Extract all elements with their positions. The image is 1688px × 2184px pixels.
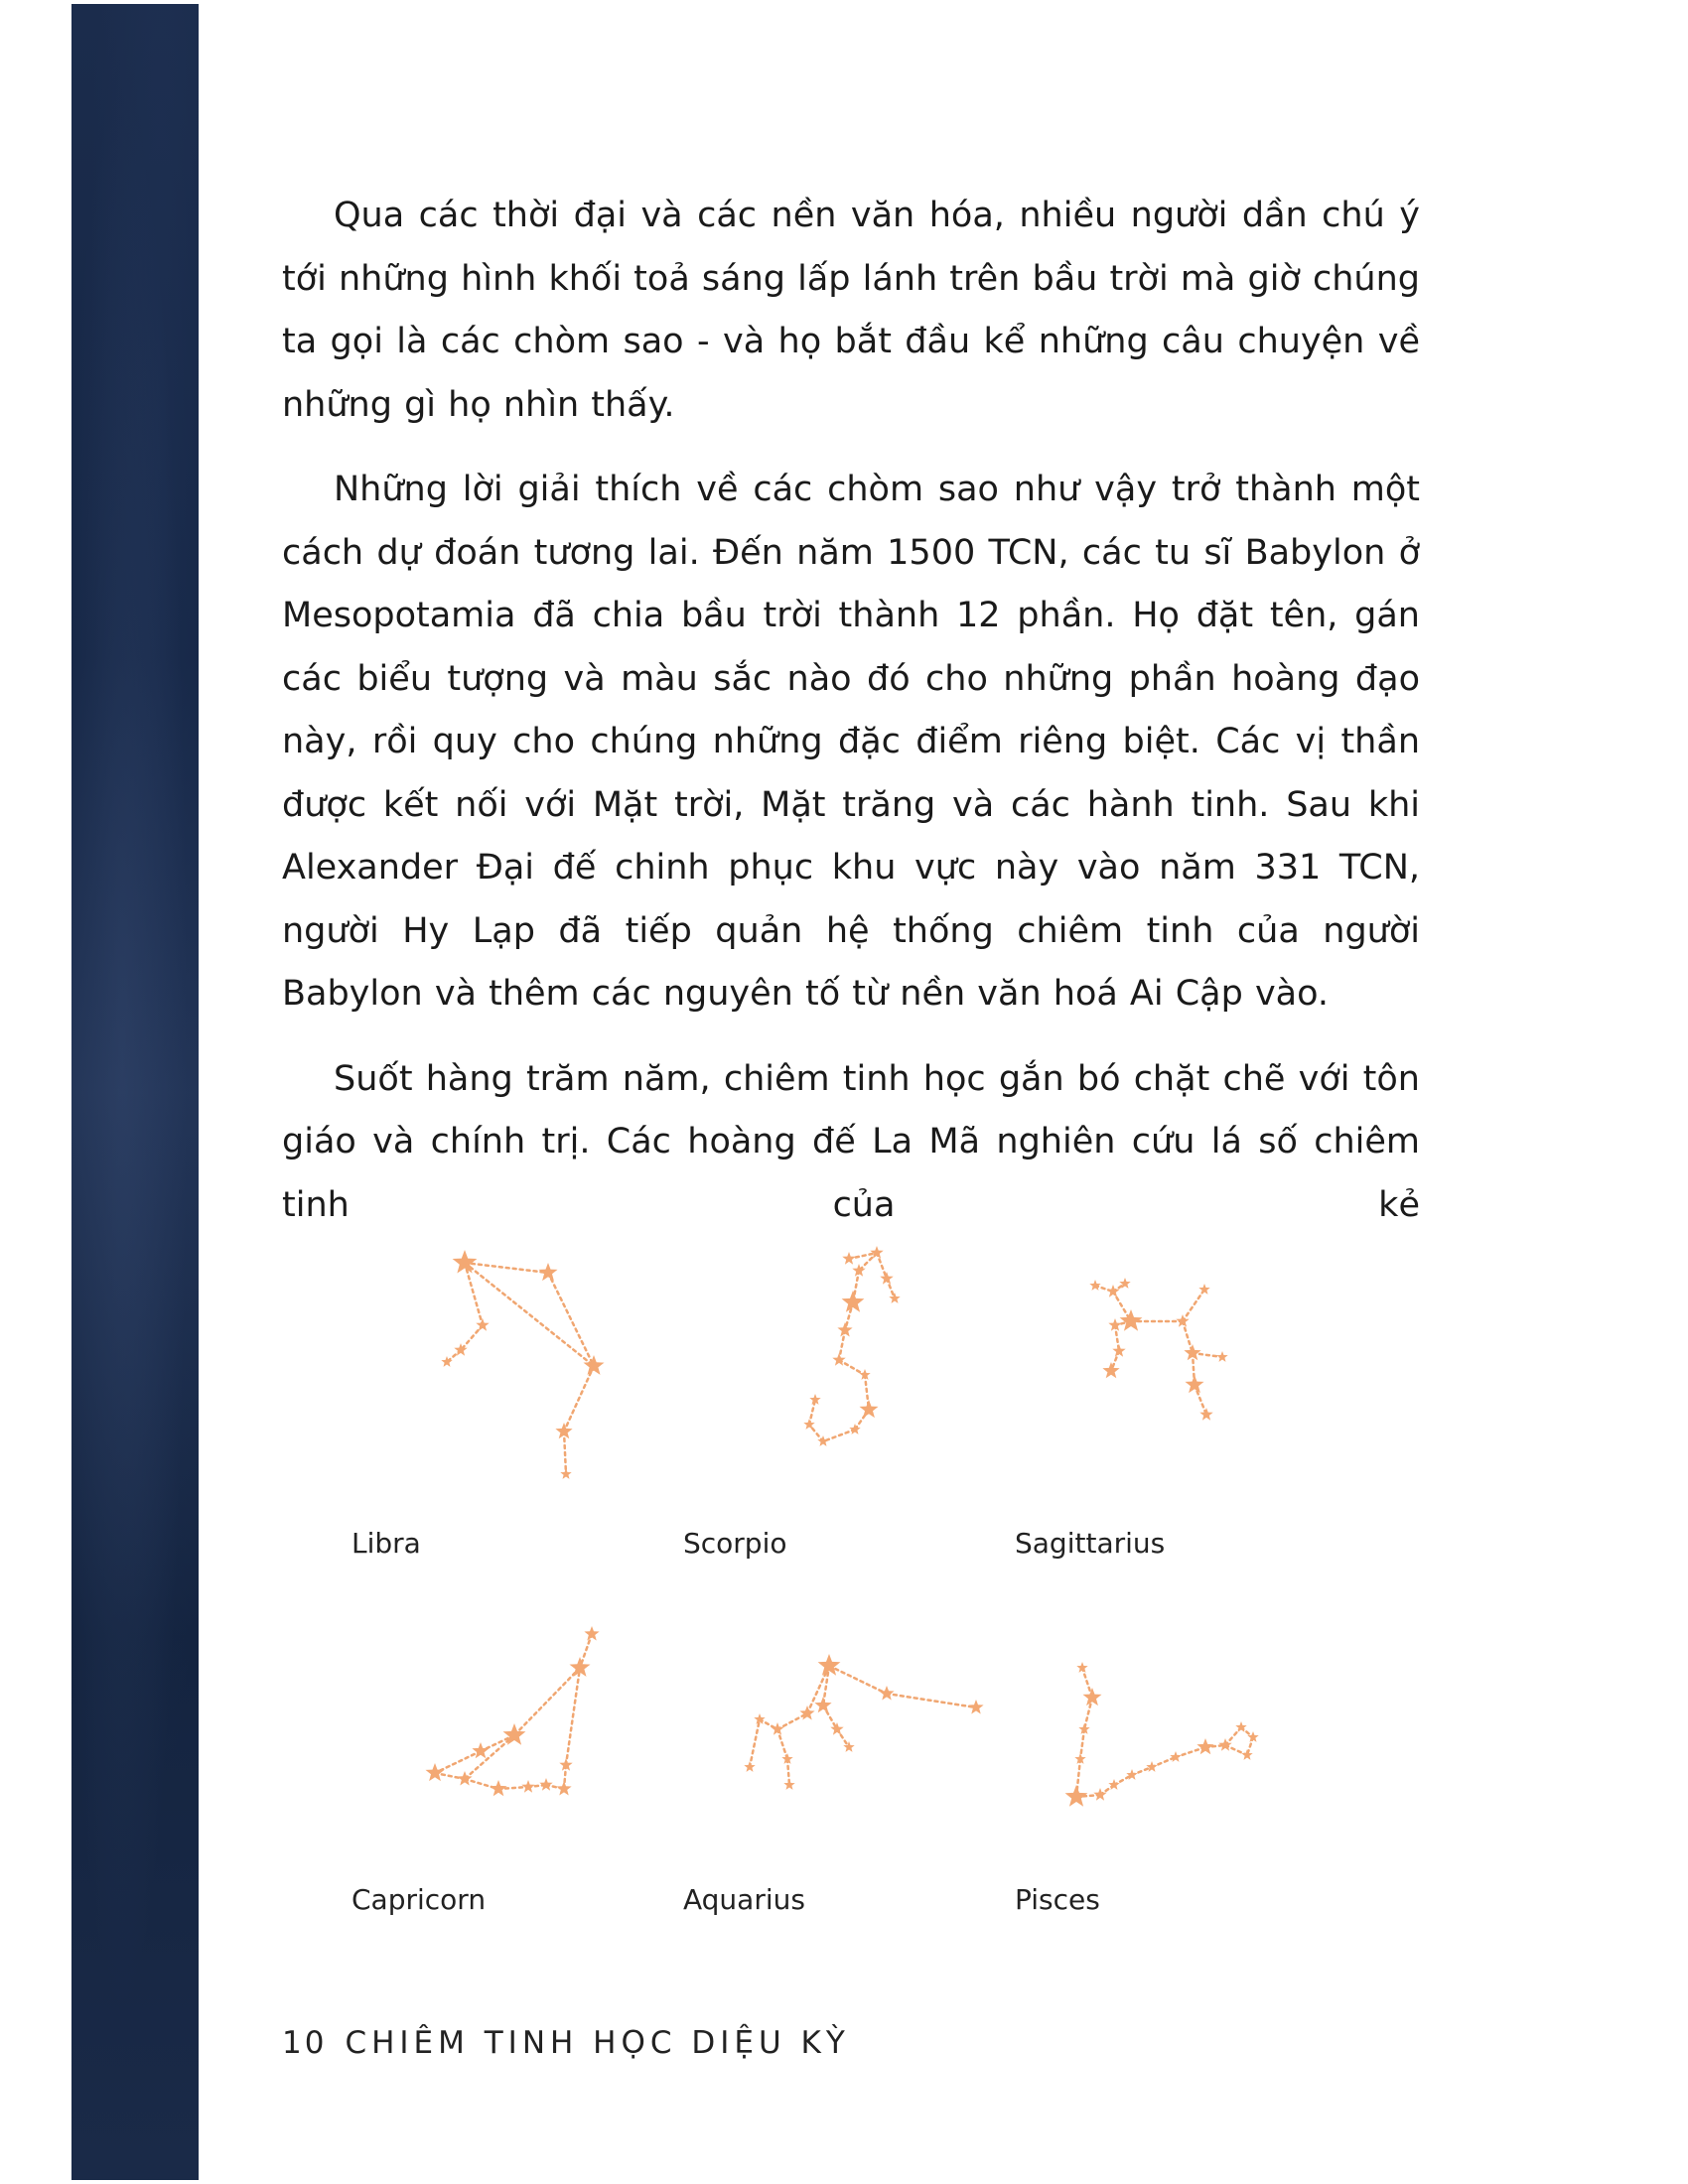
- star-icon: [1199, 1408, 1212, 1421]
- book-title: CHIÊM TINH HỌC DIỆU KỲ: [345, 2025, 850, 2061]
- star-icon: [842, 1252, 855, 1265]
- aquarius-label: Aquarius: [683, 1883, 805, 1916]
- star-icon: [1184, 1344, 1200, 1360]
- star-icon: [556, 1781, 571, 1796]
- constellation-line: [839, 1360, 865, 1375]
- star-icon: [426, 1763, 445, 1781]
- page-footer: [282, 2025, 850, 2061]
- constellation-line: [465, 1263, 483, 1325]
- star-icon: [1216, 1351, 1227, 1362]
- paragraph-3: Suốt hàng trăm năm, chiêm tinh học gắn bó chặt chẽ với tôn giáo và chính trị. Các hoàng đế La Mã nghiên cứu lá số chiêm tinh của kẻ: [282, 1058, 1420, 1225]
- sagittarius-constellation: [1077, 1266, 1286, 1479]
- star-icon: [879, 1686, 894, 1701]
- constellation-line: [564, 1366, 594, 1432]
- star-icon: [560, 1468, 571, 1479]
- star-icon: [476, 1318, 489, 1331]
- aquarius-constellation: [720, 1648, 1008, 1817]
- sagittarius-label: Sagittarius: [1015, 1527, 1166, 1560]
- capricorn-label: Capricorn: [352, 1883, 487, 1916]
- star-icon: [1186, 1375, 1204, 1393]
- page-number: 10: [282, 2025, 328, 2061]
- constellation-line: [564, 1432, 566, 1474]
- star-icon: [1089, 1280, 1100, 1291]
- star-icon: [889, 1293, 900, 1303]
- scorpio-constellation: [789, 1241, 938, 1484]
- star-icon: [490, 1780, 506, 1796]
- star-icon: [1235, 1721, 1246, 1732]
- capricorn-constellation: [407, 1618, 626, 1837]
- star-icon: [1108, 1779, 1119, 1790]
- star-icon: [1065, 1785, 1088, 1807]
- star-icon: [1198, 1284, 1209, 1295]
- star-icon: [771, 1722, 783, 1735]
- star-icon: [1102, 1362, 1119, 1378]
- constellation-line: [435, 1751, 481, 1773]
- libra-constellation: [417, 1241, 626, 1499]
- constellation-line: [1183, 1290, 1204, 1321]
- star-icon: [849, 1424, 860, 1434]
- star-icon: [1112, 1344, 1125, 1357]
- star-icon: [1170, 1751, 1181, 1762]
- star-icon: [1106, 1285, 1119, 1297]
- star-icon: [539, 1263, 558, 1281]
- star-icon: [968, 1700, 983, 1714]
- star-icon: [1241, 1749, 1252, 1760]
- body-text: [282, 185, 1420, 1259]
- paragraph-2: Những lời giải thích về các chòm sao như vậy trở thành một cách dự đoán tương lai. Đến năm 1500 TCN, các tu sĩ Babylon ở Mesopotamia đã chia bầu trời thành 12 phần. Họ đặt tên, gán các biểu tượng và màu sắc nào đó cho những phần hoàng đạo này, rồi quy cho chúng những đặc điểm riêng biệt. Các vị thần được kết nối với Mặt trời, Mặt trăng và các hành tinh. Sau khi Alexander Đại đế chinh phục khu vực này vào năm 331 TCN, người Hy Lạp đã tiếp quản hệ thống chiêm tinh của người Babylon và thêm các nguyên tố từ nền văn hoá Ai Cập vào.: [282, 470, 1420, 1014]
- star-icon: [1196, 1738, 1213, 1754]
- star-icon: [1120, 1309, 1143, 1331]
- star-icon: [441, 1356, 452, 1367]
- star-icon: [842, 1291, 865, 1312]
- star-icon: [555, 1423, 572, 1438]
- star-icon: [837, 1322, 852, 1337]
- star-icon: [521, 1780, 534, 1793]
- paragraph-1: Qua các thời đại và các nền văn hóa, nhiều người dần chú ý tới những hình khối toả sáng lấp lánh trên bầu trời mà giờ chúng ta gọi là các chòm sao - và họ bắt đầu kể những câu chuyện về những gì họ nhìn thấy.: [282, 196, 1420, 425]
- star-icon: [1093, 1788, 1106, 1801]
- scorpio-label: Scorpio: [683, 1527, 787, 1560]
- constellation-line: [750, 1719, 760, 1767]
- star-icon: [832, 1353, 845, 1366]
- star-icon: [814, 1697, 831, 1712]
- star-icon: [1146, 1761, 1157, 1772]
- constellation-line: [1193, 1353, 1222, 1357]
- star-icon: [539, 1778, 552, 1791]
- constellation-line: [514, 1668, 580, 1735]
- constellation-line: [829, 1666, 887, 1694]
- star-icon: [860, 1400, 879, 1418]
- star-icon: [880, 1272, 893, 1285]
- decorative-watercolor-band: [71, 4, 199, 2180]
- constellation-line: [548, 1273, 594, 1366]
- star-icon: [783, 1779, 794, 1790]
- star-icon: [744, 1761, 755, 1772]
- star-icon: [799, 1706, 814, 1720]
- star-icon: [472, 1742, 489, 1758]
- constellation-line: [465, 1263, 594, 1366]
- star-icon: [1083, 1688, 1102, 1706]
- star-icon: [584, 1626, 599, 1641]
- constellation-line: [887, 1694, 976, 1707]
- star-icon: [830, 1722, 843, 1735]
- star-icon: [584, 1355, 605, 1375]
- constellation-line: [465, 1735, 514, 1779]
- pisces-constellation: [1053, 1648, 1291, 1837]
- constellation-line: [566, 1668, 580, 1765]
- constellation-line: [777, 1729, 787, 1759]
- constellation-line: [777, 1713, 807, 1729]
- pisces-label: Pisces: [1015, 1883, 1100, 1916]
- libra-label: Libra: [352, 1527, 421, 1560]
- constellation-line: [1080, 1729, 1084, 1759]
